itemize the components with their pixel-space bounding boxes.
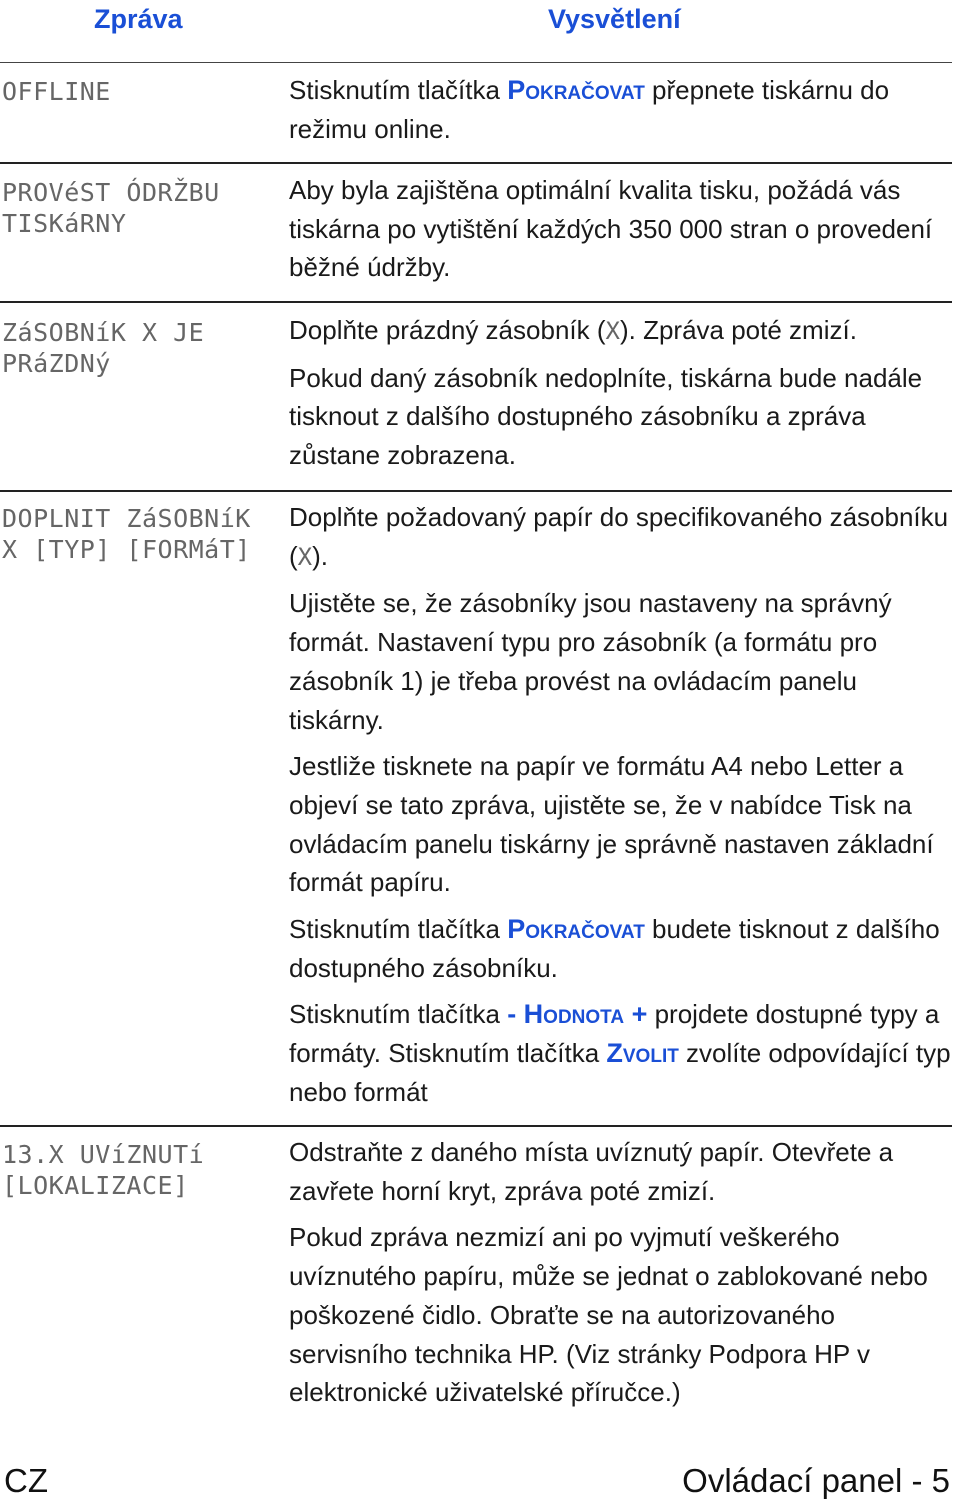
paragraph: Stisknutím tlačítka Pokračovat přepnete tiskárnu do režimu online. [289,75,890,144]
footer-page-label: Ovládací panel - 5 [682,1462,950,1499]
paragraph: Pokud zpráva nezmizí ani po vyjmutí veškerého uvíznutého papíru, může se jednat o zablokované nebo poškozené čidlo. Obraťte se na autorizovaného servisního technika HP. (Viz stránky Podpora HP v elektronické uživatelské příručce.) [289,1222,928,1408]
paragraph: Ujistěte se, že zásobníky jsou nastaveny na správný formát. Nastavení typu pro zásobník (a formátu pro zásobník 1) je třeba provést na ovládacím panelu tiskárny. [289,588,892,735]
divider [0,490,952,492]
explanation-offline [289,71,951,156]
select-key-label: Zvolit [606,1038,679,1069]
paragraph: Doplňte požadovaný papír do specifikovaného zásobníku (X). [289,502,949,571]
divider [0,62,952,63]
paragraph: Pokud daný zásobník nedoplníte, tiskárna bude nadále tisknout z dalšího dostupného zásobníku a zpráva zůstane zobrazena. [289,362,923,471]
message-paper-jam: 13.X UVíZNUTí [LOKALIZACE] [2,1140,205,1200]
message-tray-empty: ZáSOBNíK X JE PRáZDNý [2,318,205,378]
paragraph: Stisknutím tlačítka Pokračovat budete tisknout z dalšího dostupného zásobníku. [289,914,940,983]
explanation-load-tray [289,498,951,1120]
paragraph: Doplňte prázdný zásobník (X). Zpráva poté zmizí. [289,315,857,345]
explanation-maintenance [289,171,951,295]
explanation-tray-empty [289,311,951,483]
continue-key-label: Pokračovat [507,914,645,945]
divider [0,1125,952,1127]
footer-language: CZ [4,1462,48,1499]
value-key-label: - Hodnota + [507,999,648,1030]
paragraph: Odstraňte z daného místa uvíznutý papír. Otevřete a zavřete horní kryt, zpráva poté zmizí. [289,1137,894,1206]
column-header-message: Zpráva [94,4,183,34]
paragraph: Aby byla zajištěna optimální kvalita tisku, požádá vás tiskárna po vytištění každých 350 000 stran o provedení běžné údržby. [289,175,933,283]
divider [0,301,952,303]
explanation-paper-jam [289,1133,951,1420]
paragraph: Jestliže tisknete na papír ve formátu A4 nebo Letter a objeví se tato zpráva, ujistěte se, že v nabídce Tisk na ovládacím panelu tiskárny je správně nastaven základní formát papíru. [289,751,934,898]
column-header-explanation: Vysvětlení [548,4,681,34]
message-offline: OFFLINE [2,77,111,106]
message-maintenance: PROVéST ÓDRŽBU TISKáRNY [2,178,220,238]
message-load-tray: DOPLNIT ZáSOBNíK X [TYP] [FORMáT] [2,504,251,564]
divider [0,162,952,164]
paragraph: Stisknutím tlačítka - Hodnota + projdete dostupné typy a formáty. Stisknutím tlačítka Zvolit zvolíte odpovídající typ nebo formát [289,999,951,1107]
continue-key-label: Pokračovat [507,75,645,105]
